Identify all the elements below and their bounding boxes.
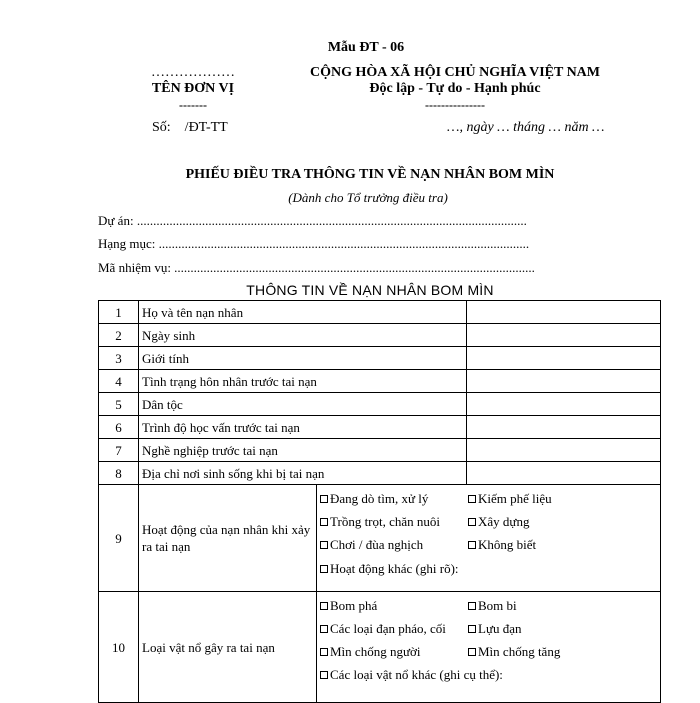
checkbox-icon[interactable] [468,602,476,610]
checkbox-icon[interactable] [468,648,476,656]
option-trong-trot[interactable]: Trồng trọt, chăn nuôi [320,510,468,533]
field-hang-muc[interactable]: Hạng mục: .................................................................................................................. [98,236,530,251]
form-code: Mẫu ĐT - 06 [327,40,405,55]
row-number: 4 [99,370,139,393]
row-number: 6 [99,416,139,439]
table-row-explosive-type [99,592,661,703]
form-title: PHIẾU ĐIỀU TRA THÔNG TIN VỀ NẠN NHÂN BOM MÌN [185,167,555,182]
option-khong-biet[interactable]: Không biết [468,533,658,556]
option-xay-dung[interactable]: Xây dựng [468,510,658,533]
date-line: …, ngày … tháng … năm … [447,120,605,135]
answer-cell[interactable] [467,393,661,416]
row-number: 3 [99,347,139,370]
row-label: Hoạt động của nạn nhân khi xảy ra tai nạn [139,485,317,592]
field-ma-nhiem-vu[interactable]: Mã nhiệm vụ: ............................................................................................................... [98,260,535,275]
option-min-chong-tang[interactable]: Mìn chống tăng [468,640,658,663]
options-cell [317,592,661,703]
row-number: 9 [99,485,139,592]
checkbox-icon[interactable] [320,565,328,573]
row-label: Giới tính [139,347,467,370]
option-dang-do-tim[interactable]: Đang dò tìm, xử lý [320,487,468,510]
row-label: Nghề nghiệp trước tai nạn [139,439,467,462]
row-label: Dân tộc [139,393,467,416]
unit-rule: ------- [179,98,207,112]
table-row [99,324,661,347]
section-title: THÔNG TIN VỀ NẠN NHÂN BOM MÌN [246,282,494,298]
row-number: 10 [99,592,139,703]
row-number: 7 [99,439,139,462]
answer-cell[interactable] [467,324,661,347]
checkbox-icon[interactable] [320,541,328,549]
option-vat-no-khac[interactable]: Các loại vật nổ khác (ghi cụ thể): [320,663,658,686]
row-label: Loại vật nổ gây ra tai nạn [139,592,317,703]
option-bom-pha[interactable]: Bom phá [320,594,468,617]
checkbox-icon[interactable] [468,625,476,633]
unit-dots: ……………… [151,65,235,80]
option-hoat-dong-khac[interactable]: Hoạt động khác (ghi rõ): [320,556,468,577]
option-bom-bi[interactable]: Bom bi [468,594,658,617]
table-row [99,439,661,462]
option-dan-phao[interactable]: Các loại đạn pháo, cối [320,617,468,640]
table-row-activity [99,485,661,592]
row-label: Ngày sinh [139,324,467,347]
table-row [99,393,661,416]
checkbox-icon[interactable] [320,648,328,656]
checkbox-icon[interactable] [468,541,476,549]
unit-name: TÊN ĐƠN VỊ [151,81,235,96]
table-row [99,370,661,393]
row-label: Trình độ học vấn trước tai nạn [139,416,467,439]
option-luu-dan[interactable]: Lựu đạn [468,617,658,640]
answer-cell[interactable] [467,370,661,393]
answer-cell[interactable] [467,301,661,324]
answer-cell[interactable] [467,439,661,462]
victim-info-table [98,300,661,703]
answer-cell[interactable] [467,462,661,485]
checkbox-icon[interactable] [468,495,476,503]
row-label: Họ và tên nạn nhân [139,301,467,324]
motto-rule: --------------- [425,98,485,112]
row-label: Địa chỉ nơi sinh sống khi bị tai nạn [139,462,467,485]
row-number: 2 [99,324,139,347]
option-min-chong-nguoi[interactable]: Mìn chống người [320,640,468,663]
answer-cell[interactable] [467,347,661,370]
table-row [99,347,661,370]
checkbox-icon[interactable] [320,671,328,679]
row-number: 5 [99,393,139,416]
table-row [99,462,661,485]
row-number: 1 [99,301,139,324]
options-cell [317,485,661,592]
table-row [99,416,661,439]
field-du-an[interactable]: Dự án: ........................................................................................................................ [98,213,527,228]
document-number: Số: /ĐT-TT [152,120,228,135]
motto: Độc lập - Tự do - Hạnh phúc [369,81,541,96]
checkbox-icon[interactable] [320,602,328,610]
row-label: Tình trạng hôn nhân trước tai nạn [139,370,467,393]
option-choi-dua[interactable]: Chơi / đùa nghịch [320,533,468,556]
option-kiem-phe-lieu[interactable]: Kiếm phế liệu [468,487,658,510]
answer-cell[interactable] [467,416,661,439]
form-subtitle: (Dành cho Tổ trưởng điều tra) [288,190,448,205]
row-number: 8 [99,462,139,485]
checkbox-icon[interactable] [320,518,328,526]
checkbox-icon[interactable] [468,518,476,526]
checkbox-icon[interactable] [320,495,328,503]
checkbox-icon[interactable] [320,625,328,633]
table-row [99,301,661,324]
nation-header: CỘNG HÒA XÃ HỘI CHỦ NGHĨA VIỆT NAM [309,65,600,80]
